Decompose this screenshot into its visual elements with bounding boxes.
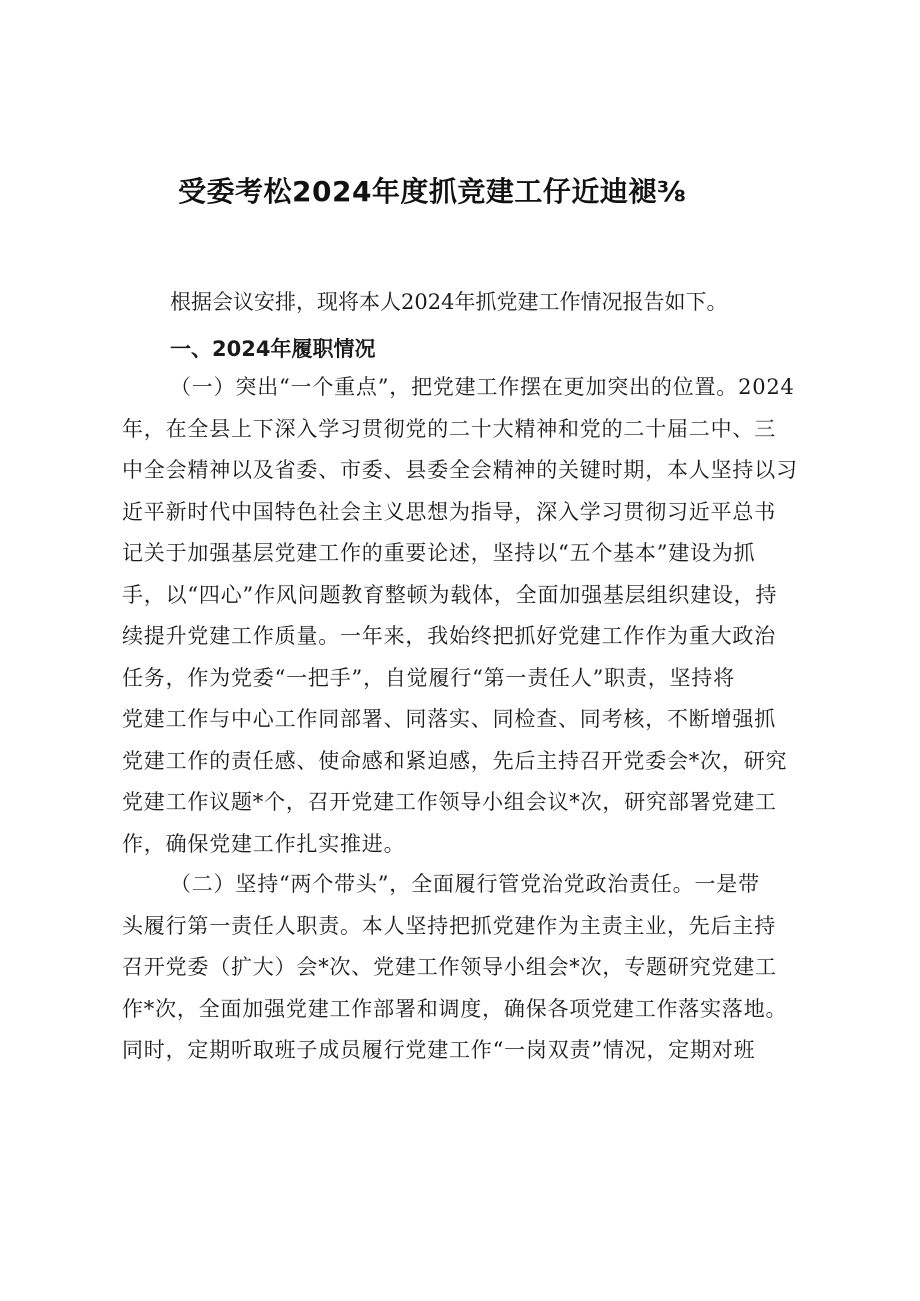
paragraph-line: 党建工作与中心工作同部署、同落实、同检查、同考核，不断增强抓 (122, 707, 776, 731)
paragraph-line: 续提升党建工作质量。一年来，我始终把抓好党建工作作为重大政治 (122, 624, 776, 648)
intro-paragraph: 根据会议安排，现将本人2024年抓党建工作情况报告如下。 (170, 290, 728, 314)
paragraph-line: 记关于加强基层党建工作的重要论述，坚持以“五个基本”建设为抓 (122, 541, 756, 565)
paragraph-line: 头履行第一责任人职责。本人坚持把抓党建作为主责主业，先后主持 (122, 913, 776, 938)
paragraph-line: 党建工作议题*个，召开党建工作领导小组会议*次，研究部署党建工 (122, 790, 777, 814)
paragraph-line: （一）突出“一个重点”，把党建工作摆在更加突出的位置。2024 (170, 375, 795, 399)
paragraph-line: 作*次，全面加强党建工作部署和调度，确保各项党建工作落实落地。 (122, 996, 788, 1021)
paragraph-line: 同时，定期听取班子成员履行党建工作“一岗双责”情况，定期对班 (122, 1038, 756, 1062)
document-title: 受委考松2024年度抓竞建工仔近迪褪⅜ (178, 175, 687, 208)
paragraph-line: （二）坚持“两个带头”，全面履行管党治党政治责任。一是带 (170, 872, 760, 896)
paragraph-line: 任务，作为党委“一把手”，自觉履行“第一责任人”职责，坚持将 (122, 665, 735, 690)
paragraph-line: 中全会精神以及省委、市委、县委全会精神的关键时期，本人坚持以习 (122, 458, 798, 482)
paragraph-line: 近平新时代中国特色社会主义思想为指导，深入学习贯彻习近平总书 (122, 499, 776, 524)
paragraph-line: 党建工作的责任感、使命感和紧迫感，先后主持召开党委会*次，研究 (122, 748, 788, 773)
paragraph-two-leads (122, 864, 802, 1072)
paragraph-line: 作，确保党建工作扎实推进。 (122, 831, 406, 856)
paragraph-line: 召开党委（扩大）会*次、党建工作领导小组会*次，专题研究党建工 (122, 955, 777, 979)
paragraph-key-focus (122, 367, 802, 865)
section-heading-performance: 一、2024年履职情况 (170, 337, 376, 361)
paragraph-line: 年，在全县上下深入学习贯彻党的二十大精神和党的二十届二中、三 (122, 416, 776, 441)
paragraph-line: 手，以“四心”作风问题教育整顿为载体，全面加强基层组织建设，持 (122, 582, 778, 607)
